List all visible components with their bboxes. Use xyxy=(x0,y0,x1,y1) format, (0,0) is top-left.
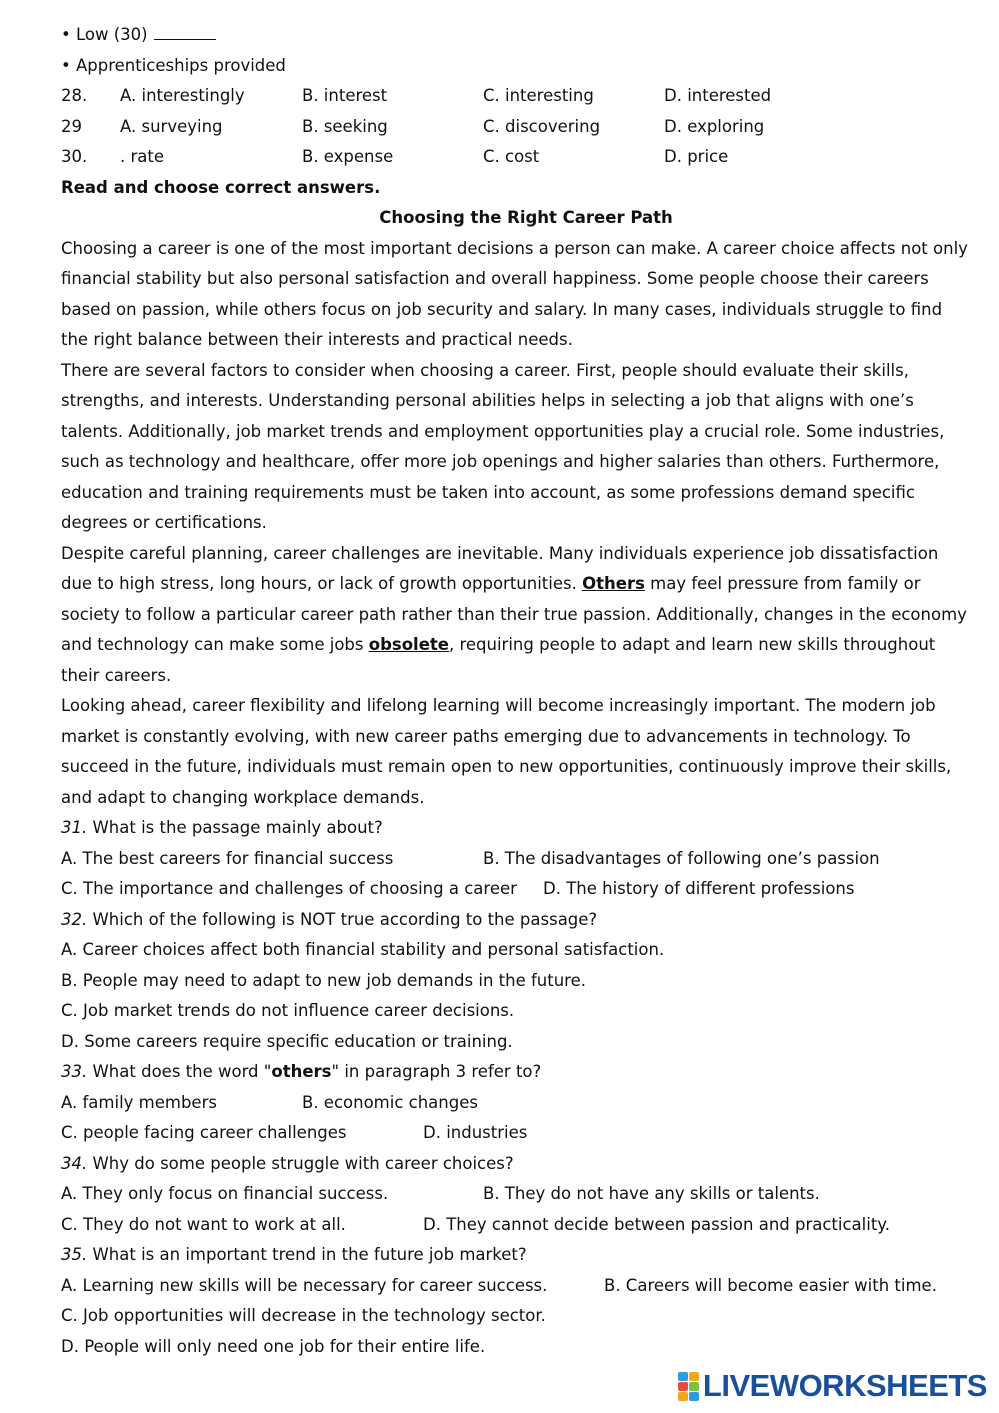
bullet-apprenticeships: • Apprenticeships provided xyxy=(61,55,286,75)
option-a[interactable]: . rate xyxy=(120,147,165,166)
option-c[interactable]: C. They do not want to work at all. xyxy=(61,1214,346,1234)
option-a[interactable]: A. They only focus on financial success. xyxy=(61,1184,389,1203)
question-33: 33. What does the word "others" in paragraph 3 refer to? xyxy=(61,1062,542,1081)
option-a[interactable]: A. family members xyxy=(61,1092,217,1112)
option-a[interactable]: A. interestingly xyxy=(120,86,245,105)
liveworksheets-logo xyxy=(678,1369,987,1403)
option-c[interactable]: C. The importance and challenges of choosing a career xyxy=(61,879,517,898)
question-number: 30. xyxy=(61,147,88,166)
options-row-29 xyxy=(61,114,991,145)
option-a[interactable]: A. surveying xyxy=(120,116,223,136)
options-row-28 xyxy=(61,83,991,114)
option-c[interactable]: C. Job market trends do not influence career decisions. xyxy=(61,1001,515,1020)
option-b[interactable]: B. People may need to adapt to new job demands in the future. xyxy=(61,970,586,990)
passage-line: due to high stress, long hours, or lack of growth opportunities. Others may feel pressure from family or xyxy=(61,574,921,593)
option-a[interactable]: A. The best careers for financial success xyxy=(61,848,394,868)
passage-title: Choosing the Right Career Path xyxy=(379,208,673,227)
passage-line: There are several factors to consider when choosing a career. First, people should evaluate their skills, xyxy=(61,360,909,380)
question-35: 35. What is an important trend in the future job market? xyxy=(61,1245,527,1264)
option-a[interactable]: A. Career choices affect both financial stability and personal satisfaction. xyxy=(61,940,665,959)
liveworksheets-logo-icon xyxy=(678,1371,700,1401)
question-31: 31. What is the passage mainly about? xyxy=(61,818,383,837)
option-d[interactable]: D. interested xyxy=(664,86,772,105)
passage-line: Choosing a career is one of the most important decisions a person can make. A career choice affects not only xyxy=(61,238,968,258)
q33-options-row-1 xyxy=(61,1090,991,1121)
emphasized-word-others: Others xyxy=(582,574,645,593)
bullet-low: • Low (30) xyxy=(61,22,991,53)
q34-options-row-2 xyxy=(61,1212,991,1243)
question-number: 28. xyxy=(61,86,88,105)
passage-line: Looking ahead, career flexibility and lifelong learning will become increasingly important. The modern job xyxy=(61,696,936,715)
passage-line: and technology can make some jobs obsolete, requiring people to adapt and learn new skills throughout xyxy=(61,635,936,654)
option-d[interactable]: D. industries xyxy=(423,1123,528,1142)
options-row-30 xyxy=(61,144,991,175)
option-d[interactable]: D. People will only need one job for their entire life. xyxy=(61,1336,486,1356)
worksheet-page xyxy=(61,22,991,1364)
q34-options-row-1 xyxy=(61,1181,991,1212)
option-d[interactable]: D. exploring xyxy=(664,116,765,136)
emphasized-word-obsolete: obsolete xyxy=(368,635,449,654)
option-b[interactable]: B. They do not have any skills or talents. xyxy=(483,1184,820,1203)
passage-line: based on passion, while others focus on job security and salary. In many cases, individuals struggle to find xyxy=(61,299,943,319)
option-d[interactable]: D. price xyxy=(664,147,729,166)
passage-line: financial stability but also personal satisfaction and overall happiness. Some people choose their careers xyxy=(61,269,929,288)
passage-line: degrees or certifications. xyxy=(61,513,267,532)
option-b[interactable]: B. Careers will become easier with time. xyxy=(604,1275,937,1295)
passage-line: education and training requirements must be taken into account, as some professions demand specific xyxy=(61,482,915,502)
passage-line: Despite careful planning, career challenges are inevitable. Many individuals experience job dissatisfaction xyxy=(61,543,939,563)
passage-line: the right balance between their interests and practical needs. xyxy=(61,330,573,349)
option-c[interactable]: C. people facing career challenges xyxy=(61,1123,347,1142)
passage-line: such as technology and healthcare, offer more job openings and higher salaries than others. Furthermore, xyxy=(61,452,940,471)
question-34: 34. Why do some people struggle with career choices? xyxy=(61,1153,514,1173)
option-c[interactable]: C. discovering xyxy=(483,116,601,136)
option-c[interactable]: C. Job opportunities will decrease in the technology sector. xyxy=(61,1306,546,1325)
passage-line: market is constantly evolving, with new career paths emerging due to advancements in technology. To xyxy=(61,726,911,746)
option-b[interactable]: B. seeking xyxy=(302,116,388,136)
option-b[interactable]: B. interest xyxy=(302,86,388,105)
passage-line: talents. Additionally, job market trends and employment opportunities play a crucial role. Some industries, xyxy=(61,421,945,441)
passage-line: society to follow a particular career path rather than their true passion. Additionally, changes in the economy xyxy=(61,604,967,624)
q31-options-row-1 xyxy=(61,846,991,877)
instruction: Read and choose correct answers. xyxy=(61,177,381,197)
passage-line: their careers. xyxy=(61,665,172,685)
option-c[interactable]: C. cost xyxy=(483,147,540,166)
option-c[interactable]: C. interesting xyxy=(483,86,594,105)
option-d[interactable]: D. The history of different professions xyxy=(543,879,855,898)
option-b[interactable]: B. expense xyxy=(302,147,394,166)
option-a[interactable]: A. Learning new skills will be necessary for career success. xyxy=(61,1275,548,1295)
passage-line: succeed in the future, individuals must remain open to new opportunities, continuously improve their skills, xyxy=(61,757,952,776)
passage-line: strengths, and interests. Understanding personal abilities helps in selecting a job that aligns with one’s xyxy=(61,391,914,410)
question-number: 29 xyxy=(61,116,82,136)
q33-options-row-2 xyxy=(61,1120,991,1151)
logo-text: LIVEWORKSHEETS xyxy=(702,1368,987,1403)
answer-blank[interactable] xyxy=(154,24,216,40)
passage-line: and adapt to changing workplace demands. xyxy=(61,787,425,807)
option-d[interactable]: D. Some careers require specific education or training. xyxy=(61,1031,513,1051)
q35-options-row-1 xyxy=(61,1273,991,1304)
option-b[interactable]: B. economic changes xyxy=(302,1092,478,1112)
option-b[interactable]: B. The disadvantages of following one’s passion xyxy=(483,848,880,868)
question-32: 32. Which of the following is NOT true according to the passage? xyxy=(61,909,598,929)
option-d[interactable]: D. They cannot decide between passion and practicality. xyxy=(423,1214,890,1234)
q31-options-row-2 xyxy=(61,876,991,907)
